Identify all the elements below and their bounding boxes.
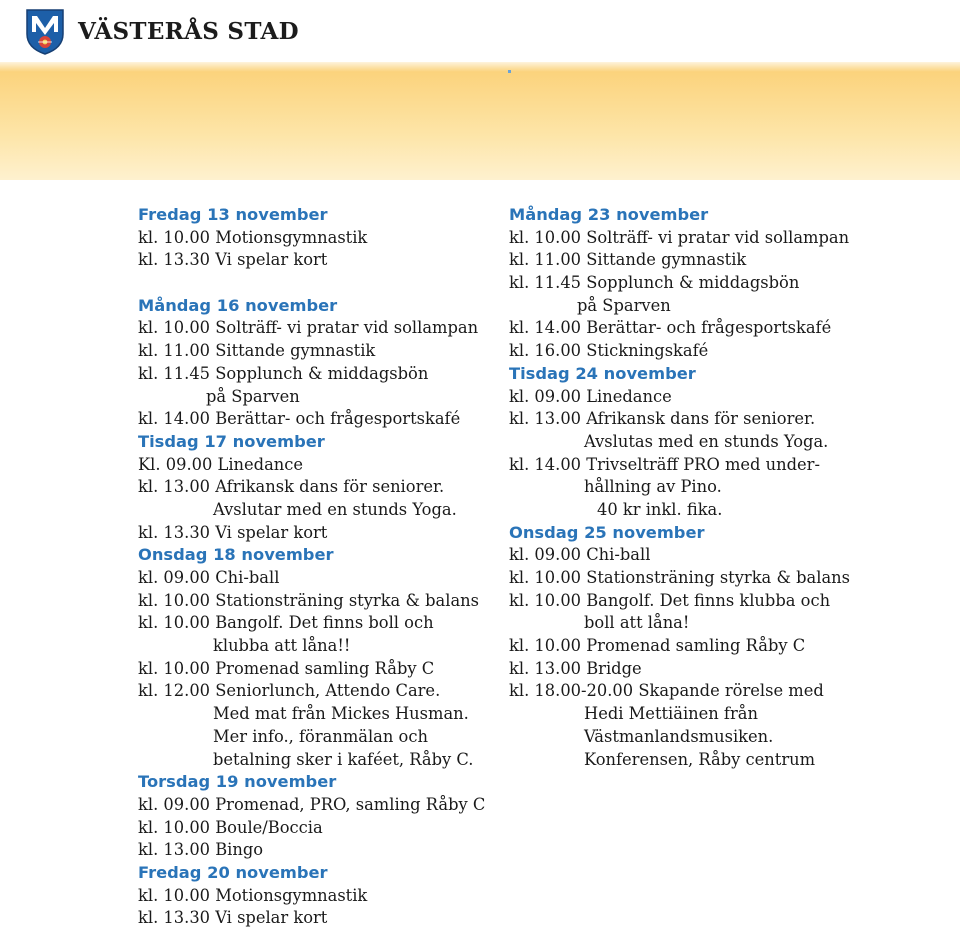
schedule-entry: kl. 11.00 Sittande gymnastik bbox=[509, 250, 747, 270]
schedule-entry: kl. 10.00 Promenad samling Råby C bbox=[509, 636, 806, 656]
schedule-entry: kl. 13.00 Afrikansk dans för seniorer. bbox=[138, 477, 445, 497]
schedule-entry: kl. 11.45 Sopplunch & middagsbön bbox=[509, 273, 800, 293]
schedule-entry: Kl. 09.00 Linedance bbox=[138, 454, 304, 474]
schedule-entry: kl. 10.00 Solträff- vi pratar vid sollampan bbox=[138, 318, 479, 338]
day-heading: Tisdag 17 november bbox=[138, 431, 325, 451]
schedule-entry: kl. 13.00 Bridge bbox=[509, 658, 642, 678]
schedule-entry-continuation: 40 kr inkl. fika. bbox=[597, 499, 723, 519]
day-heading: Torsdag 19 november bbox=[138, 772, 337, 792]
schedule-entry-continuation: Med mat från Mickes Husman. bbox=[213, 704, 469, 724]
schedule-entry: kl. 10.00 Motionsgymnastik bbox=[138, 227, 368, 247]
schedule-entry: kl. 14.00 Berättar- och frågesportskafé bbox=[138, 409, 461, 429]
decorative-dot bbox=[508, 70, 511, 73]
day-heading: Måndag 16 november bbox=[138, 295, 338, 315]
schedule-entry: kl. 13.30 Vi spelar kort bbox=[138, 908, 328, 928]
day-heading: Måndag 23 november bbox=[509, 205, 709, 224]
schedule-entry: kl. 10.00 Stationsträning styrka & balans bbox=[138, 590, 479, 610]
day-heading: Fredag 20 november bbox=[138, 862, 328, 882]
schedule-entry-continuation: Hedi Mettiäinen från bbox=[584, 704, 758, 724]
schedule-entry: kl. 13.00 Afrikansk dans för seniorer. bbox=[509, 409, 816, 429]
day-heading: Onsdag 25 november bbox=[509, 522, 705, 542]
schedule-entry: kl. 13.30 Vi spelar kort bbox=[138, 250, 328, 270]
day-heading: Tisdag 24 november bbox=[509, 363, 696, 383]
schedule-entry: kl. 10.00 Bangolf. Det finns boll och bbox=[138, 613, 434, 633]
schedule-entry: kl. 10.00 Motionsgymnastik bbox=[138, 885, 368, 905]
schedule-entry: kl. 13.00 Bingo bbox=[138, 840, 264, 860]
schedule-entry: kl. 12.00 Seniorlunch, Attendo Care. bbox=[138, 681, 441, 701]
schedule-entry: kl. 09.00 Linedance bbox=[509, 386, 672, 406]
schedule-entry-continuation: Avslutas med en stunds Yoga. bbox=[584, 431, 829, 451]
schedule-entry-continuation: Konferensen, Råby centrum bbox=[584, 749, 816, 769]
schedule-entry-continuation: boll att låna! bbox=[584, 613, 690, 633]
schedule-entry: kl. 10.00 Promenad samling Råby C bbox=[138, 658, 435, 678]
schedule-entry: kl. 11.00 Sittande gymnastik bbox=[138, 341, 376, 361]
schedule-left-column bbox=[138, 204, 488, 930]
day-heading: Onsdag 18 november bbox=[138, 545, 334, 565]
schedule-entry: kl. 18.00-20.00 Skapande rörelse med bbox=[509, 681, 824, 701]
schedule-entry: kl. 09.00 Promenad, PRO, samling Råby C bbox=[138, 794, 486, 814]
schedule-entry-continuation: hållning av Pino. bbox=[584, 477, 722, 497]
schedule-right-column bbox=[509, 204, 949, 771]
schedule-entry: kl. 16.00 Stickningskafé bbox=[509, 341, 709, 361]
org-name: VÄSTERÅS STAD bbox=[78, 18, 299, 45]
vasteras-crest-icon bbox=[24, 6, 66, 56]
schedule-entry: kl. 10.00 Bangolf. Det finns klubba och bbox=[509, 590, 831, 610]
schedule-entry: kl. 09.00 Chi-ball bbox=[138, 568, 280, 587]
schedule-entry-continuation: klubba att låna!! bbox=[213, 636, 351, 656]
schedule-entry: kl. 11.45 Sopplunch & middagsbön bbox=[138, 363, 429, 383]
schedule-entry-continuation: på Sparven bbox=[577, 295, 671, 315]
schedule-entry-continuation: Västmanlandsmusiken. bbox=[584, 726, 774, 746]
schedule-entry-continuation: på Sparven bbox=[206, 386, 300, 406]
spacer bbox=[138, 272, 488, 295]
schedule-entry: kl. 10.00 Boule/Boccia bbox=[138, 817, 323, 837]
schedule-entry-continuation: betalning sker i kaféet, Råby C. bbox=[213, 749, 474, 769]
schedule-entry-continuation: Mer info., föranmälan och bbox=[213, 726, 428, 746]
schedule-entry-continuation: Avslutar med en stunds Yoga. bbox=[213, 499, 457, 519]
schedule-entry: kl. 10.00 Stationsträning styrka & balans bbox=[509, 568, 850, 587]
schedule-entry: kl. 10.00 Solträff- vi pratar vid sollampan bbox=[509, 227, 850, 247]
day-heading: Fredag 13 november bbox=[138, 205, 328, 224]
schedule-entry: kl. 09.00 Chi-ball bbox=[509, 545, 651, 565]
logo-bar bbox=[0, 0, 960, 62]
schedule-entry: kl. 13.30 Vi spelar kort bbox=[138, 522, 328, 542]
schedule-entry: kl. 14.00 Trivselträff PRO med under- bbox=[509, 454, 820, 474]
schedule-entry: kl. 14.00 Berättar- och frågesportskafé bbox=[509, 318, 832, 338]
